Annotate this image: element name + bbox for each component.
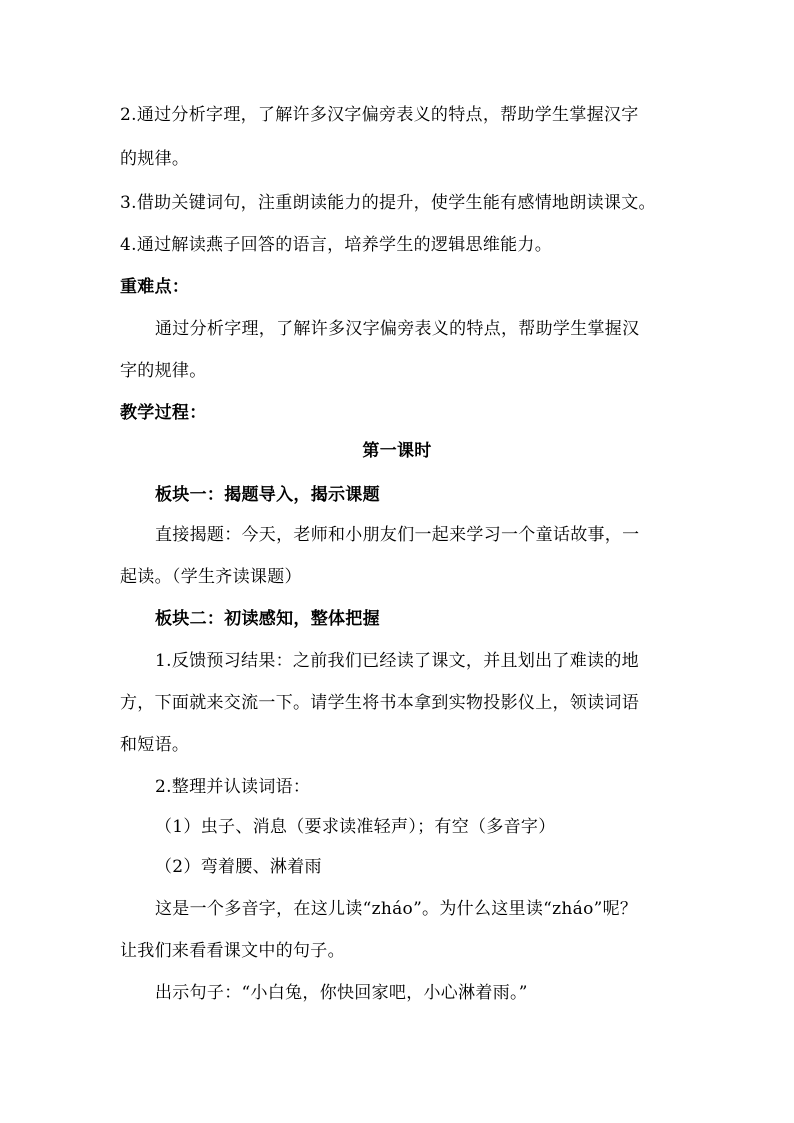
block-2-p3-line-2: 让我们来看看课文中的句子。 (120, 941, 345, 961)
block-2-p2-a: （1）虫子、消息（要求读准轻声）；有空（多音字） (155, 817, 556, 837)
lesson-title: 第一课时 (362, 441, 432, 461)
block-1-line-1: 直接揭题：今天，老师和小朋友们一起来学习一个童话故事，一 (155, 525, 640, 545)
objective-2-line-2: 的规律。 (120, 149, 190, 169)
block-2-p2: 2.整理并认读词语： (155, 777, 311, 797)
block-2-p1-line-2: 方，下面就来交流一下。请学生将书本拿到实物投影仪上，领读词语 (120, 693, 639, 713)
block-2-p1-line-3: 和短语。 (120, 735, 190, 755)
block-2-p2-b: （2）弯着腰、淋着雨 (155, 857, 322, 877)
block-1-line-2: 起读。（学生齐读课题） (120, 567, 302, 587)
key-points-line-1: 通过分析字理，了解许多汉字偏旁表义的特点，帮助学生掌握汉 (155, 319, 640, 339)
block-2-p3-line-1: 这是一个多音字，在这儿读“zháo”。为什么这里读“zháo”呢？ (155, 899, 638, 919)
block-2-p4: 出示句子：“小白兔，你快回家吧，小心淋着雨。” (155, 983, 528, 1003)
objective-4: 4.通过解读燕子回答的语言，培养学生的逻辑思维能力。 (120, 235, 553, 255)
key-points-line-2: 字的规律。 (120, 361, 207, 381)
objective-2-line-1: 2.通过分析字理，了解许多汉字偏旁表义的特点，帮助学生掌握汉字 (120, 105, 639, 125)
block-1-title: 板块一：揭题导入，揭示课题 (155, 485, 380, 505)
process-heading: 教学过程： (120, 403, 207, 423)
key-points-heading: 重难点： (120, 277, 190, 297)
block-2-title: 板块二：初读感知，整体把握 (155, 609, 380, 629)
objective-3: 3.借助关键词句，注重朗读能力的提升，使学生能有感情地朗读课文。 (120, 193, 656, 213)
block-2-p1-line-1: 1.反馈预习结果：之前我们已经读了课文，并且划出了难读的地 (155, 651, 639, 671)
